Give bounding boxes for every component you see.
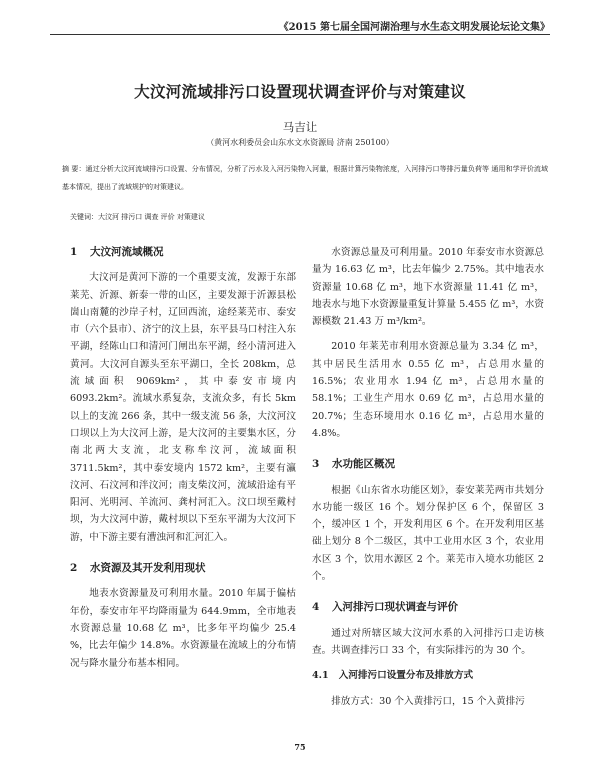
paper-affiliation: （黄河水利委员会山东水文水资源局 济南 250100） (206, 138, 394, 147)
section-4-1-paragraph: 排放方式：30 个入黄排污口，15 个入黄排污 (331, 695, 525, 707)
page-number: 75 (294, 742, 306, 752)
section-3-number: 3 (312, 458, 320, 471)
section-2-heading (70, 560, 296, 577)
section-2-number: 2 (70, 562, 78, 575)
section-4-title: 入河排污口现状调查与评价 (332, 601, 458, 614)
header-divider (50, 34, 550, 35)
paper-title: 大汶河流域排污口设置现状调查评价与对策建议 (134, 82, 466, 101)
paper-abstract: 摘 要：通过分析大汶河流域排污口设置、分布情况，分析了污水及入河污染物入河量，根据计算污染物浓度，入河排污口等排污量负荷等 通用和学评价流域基本情况，提出了流域规护的对策建议。 (62, 165, 548, 191)
section-4-number: 4 (312, 601, 320, 614)
right-column (312, 244, 544, 710)
section-1-heading (70, 244, 296, 261)
section-4-1-number: 4.1 (312, 670, 329, 682)
section-1-paragraph: 大汶河是黄河下游的一个重要支流，发源于东部莱芜、沂源、新泰一带的山区，主要发源于沂源县松崮山南麓的沙岸子村，辽回西流，途经莱芜市、泰安市（六个县市）、济宁的汶上县，东平县马口村注入东平湖，经陈山口和清河门闸出东平湖，经小清河进入黄河。大汶河自源头至东平湖口，全长 208km，总流域面积 9069km²，其中泰安市境内 6093.2km²。流域水系复杂，支流众多，有长 5km 以上的支流 266 条，其中一级支流 56 条，大汶河汶口坝以上为大汶河上游，是大汶河的主要集水区，分南北两大支流，北支称牟汶河，流域面积 3711.5km²，其中泰安境内 1572 km²，主要有瀛汶河、石汶河和泮汶河；南支柴汶河，流域沿途有平阳河、光明河、羊流河、龚村河汇入。汶口坝至戴村坝，为大汶河中游，戴村坝以下至东平湖为大汶河下游，中下游主要有漕浊河和汇河汇入。 (70, 272, 296, 543)
section-1-title: 大汶河流域概况 (90, 246, 164, 258)
section-4-1-heading (312, 667, 544, 684)
section-3-heading (312, 456, 544, 473)
section-4-1-title: 入河排污口设置分布及排放方式 (338, 670, 474, 682)
section-4-paragraph: 通过对所辖区域大汶河水系的入河排污口走访核查。共调查排污口 33 个，有实际排污的为 30 个。 (312, 627, 544, 656)
water-use-paragraph: 2010 年莱芜市利用水资源总量为 3.34 亿 m³，其中居民生活用水 0.55 亿 m³，占总用水量的 16.5%；农业用水 1.94 亿 m³，占总用水量的 58.1%；工业生产用水 0.69 亿 m³，占总用水量的 20.7%；生态环境用水 0.16 亿 m³，占总用水量的 4.8%。 (312, 341, 544, 439)
section-2-title: 水资源及其开发利用现状 (90, 562, 206, 575)
paper-author: 马吉让 (282, 120, 318, 134)
section-3-title: 水功能区概况 (332, 458, 395, 471)
section-1-number: 1 (70, 246, 78, 258)
left-column (70, 244, 296, 672)
section-4-heading (312, 599, 544, 616)
section-3-paragraph: 根据《山东省水功能区划》，泰安莱芜两市共划分水功能一级区 16 个。划分保护区 6 个，保留区 3 个，缓冲区 1 个，开发利用区 6 个。在开发利用区基础上划分 8 个二级区，其中工业用水区 3 个，农业用水区 3 个，饮用水源区 2 个。莱芜市入境水功能区 2 个。 (312, 484, 544, 583)
water-resources-paragraph: 水资源总量及可利用量。2010 年泰安市水资源总量为 16.63 亿 m³，比去年偏少 2.75%。其中地表水资源量 10.68 亿 m³，地下水资源量 11.41 亿 m³，地表水与地下水资源量重复计算量 5.455 亿 m³，水资源模数 21.43 万 m³/km²。 (312, 247, 544, 328)
paper-keywords: 关键词：大汶河 排污口 调查 评价 对策建议 (70, 213, 205, 221)
section-2-paragraph: 地表水资源量及可利用水量。2010 年属于偏枯年份，泰安市年平均降雨量为 644.9mm，全市地表水资源总量 10.68 亿 m³，比多年平均偏少 25.4 %，比去年偏少 14.8%。水资源量在流域上的分布情况与降水量分布基本相同。 (70, 588, 296, 669)
running-header: 《2015 第七届全国河湖治理与水生态文明发展论坛论文集》 (278, 22, 550, 33)
